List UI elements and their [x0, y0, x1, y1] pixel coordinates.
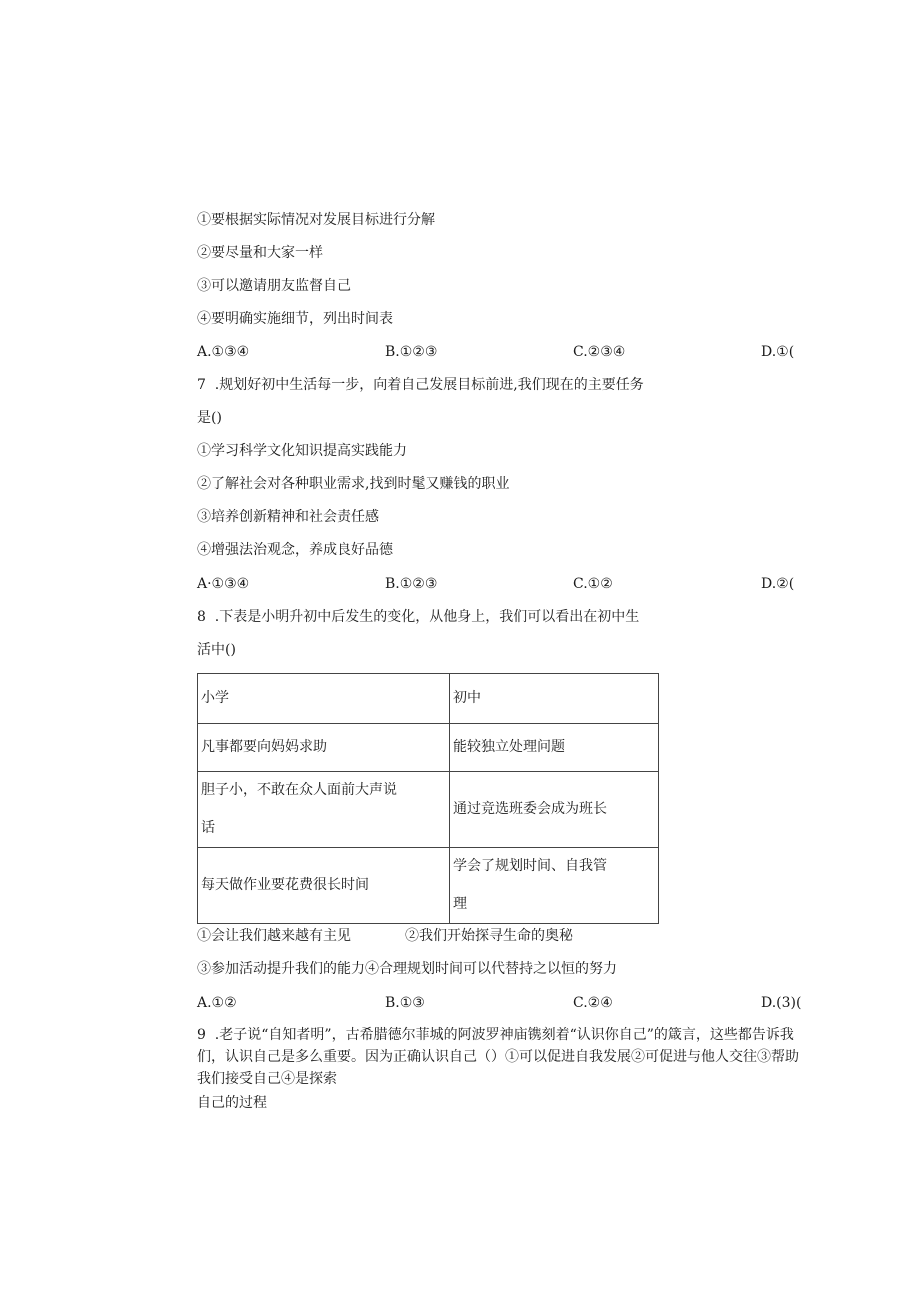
q9-stem: 9 .老子说“自知者明”，古希腊德尔菲城的阿波罗神庙镌刻着“认识你自己”的箴言，这些都告诉我们，认识自己是多么重要。因为正确认识自己（）①可以促进自我发展②可促进与他人交往③帮助我们接受自己④是探索: [197, 1027, 799, 1087]
comparison-table: [197, 673, 659, 924]
q7-item-4: ④增强法治观念，养成良好品德: [197, 542, 393, 558]
table-cell: 话: [198, 810, 450, 848]
q7-item-3: ③培养创新精神和社会责任感: [197, 509, 379, 525]
table-header-cell: 小学: [198, 674, 450, 724]
table-cell: 胆子小，不敢在众人面前大声说: [198, 772, 450, 810]
q6-option-c: C.②③④: [573, 344, 626, 360]
q8-option-b: B.①③: [385, 995, 425, 1011]
q7-option-a: A·①③④: [197, 576, 250, 592]
table-header-row: [198, 674, 659, 724]
table-row: [198, 848, 659, 886]
q6-option-a: A.①③④: [197, 344, 250, 360]
table-cell: 学会了规划时间、自我管: [450, 848, 659, 886]
table-cell: 凡事都要向妈妈求助: [198, 724, 450, 772]
q7-item-1: ①学习科学文化知识提高实践能力: [197, 443, 407, 459]
q7-option-b: B.①②③: [385, 576, 438, 592]
q6-item-2: ②要尽量和大家一样: [197, 245, 323, 261]
q7-stem-line1: 7 .规划好初中生活每一步，向着自己发展目标前进,我们现在的主要任务: [197, 377, 644, 393]
q8-stem-line1: 8 .下表是小明升初中后发生的变化，从他身上，我们可以看出在初中生: [197, 609, 640, 625]
table-cell: 能较独立处理问题: [450, 724, 659, 772]
q8-option-d: D.(3)(: [761, 995, 802, 1011]
q7-option-d: D.②(: [761, 576, 795, 592]
q8-item-2: ②我们开始探寻生命的奥秘: [405, 928, 573, 944]
table-row: [198, 724, 659, 772]
q8-stem-line2: 活中(): [197, 642, 236, 658]
q8-item-1: ①会让我们越来越有主见: [197, 928, 351, 944]
q6-option-d: D.①(: [761, 344, 795, 360]
q7-option-c: C.①②: [573, 576, 613, 592]
table-cell: 通过竞选班委会成为班长: [450, 772, 659, 848]
q9-stem-tail: 自己的过程: [197, 1095, 267, 1111]
table-row: [198, 772, 659, 810]
q6-item-3: ③可以邀请朋友监督自己: [197, 278, 351, 294]
q6-option-b: B.①②③: [385, 344, 438, 360]
q8-option-c: C.②④: [573, 995, 613, 1011]
q6-item-1: ①要根据实际情况对发展目标进行分解: [197, 212, 435, 228]
q7-stem-line2: 是(): [197, 410, 222, 426]
q6-item-4: ④要明确实施细节，列出时间表: [197, 311, 393, 327]
q7-item-2: ②了解社会对各种职业需求,找到时髦又赚钱的职业: [197, 476, 510, 492]
table-header-cell: 初中: [450, 674, 659, 724]
table-cell: 每天做作业要花费很长时间: [198, 848, 450, 924]
q8-item-3-4: ③参加活动提升我们的能力④合理规划时间可以代替持之以恒的努力: [197, 961, 617, 977]
q8-option-a: A.①②: [197, 995, 237, 1011]
table-cell: 理: [450, 886, 659, 924]
